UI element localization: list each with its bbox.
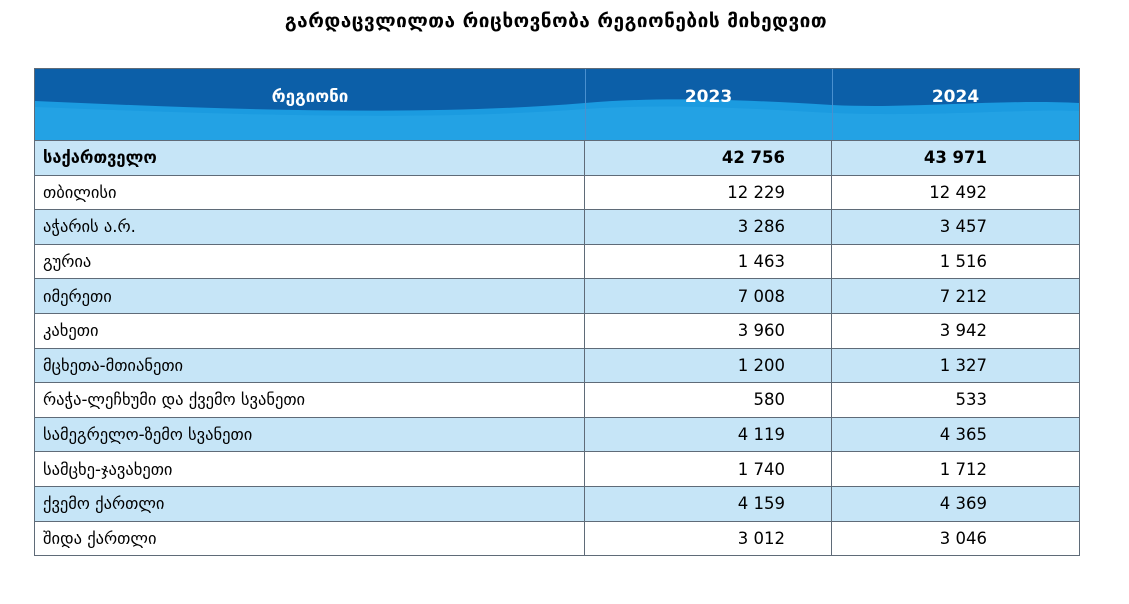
value-2023-cell: 3 960 <box>585 314 832 348</box>
region-cell: აჭარის ა.რ. <box>35 210 585 244</box>
value-2023-cell: 1 200 <box>585 349 832 383</box>
header-2024: 2024 <box>931 87 980 107</box>
region-cell: შიდა ქართლი <box>35 522 585 556</box>
value-2023-cell: 3 012 <box>585 522 832 556</box>
value-2024-cell: 1 516 <box>939 252 987 272</box>
region-cell: საქართველო <box>35 141 585 175</box>
table-row <box>35 175 1079 210</box>
value-2024-cell: 3 046 <box>939 528 987 548</box>
table-row <box>35 486 1079 521</box>
value-2023-cell: 12 229 <box>585 176 832 210</box>
region-cell: კახეთი <box>35 314 585 348</box>
region-cell: თბილისი <box>35 176 585 210</box>
region-cell: ქვემო ქართლი <box>35 487 585 521</box>
region-cell: მცხეთა-მთიანეთი <box>35 349 585 383</box>
value-2024-cell: 3 457 <box>939 217 987 237</box>
region-cell: რაჭა-ლეჩხუმი და ქვემო სვანეთი <box>35 383 585 417</box>
value-2023-cell: 1 740 <box>585 452 832 486</box>
value-2024-cell: 533 <box>955 390 987 410</box>
table-row-total <box>35 140 1079 175</box>
value-2023-cell: 4 119 <box>585 418 832 452</box>
table-header <box>35 69 1079 140</box>
table-row <box>35 278 1079 313</box>
table-row <box>35 313 1079 348</box>
value-2023-cell: 580 <box>585 383 832 417</box>
page-title: გარდაცვლილთა რიცხოვნობა რეგიონების მიხედვით <box>284 10 828 32</box>
table-row <box>35 451 1079 486</box>
header-2023: 2023 <box>684 87 733 107</box>
value-2024-cell: 12 492 <box>929 182 987 202</box>
value-2023-cell: 3 286 <box>585 210 832 244</box>
region-cell: გურია <box>35 245 585 279</box>
value-2023-cell: 4 159 <box>585 487 832 521</box>
value-2024-cell: 4 369 <box>939 494 987 514</box>
table-row <box>35 382 1079 417</box>
header-region: რეგიონი <box>271 87 349 107</box>
table-row <box>35 244 1079 279</box>
region-cell: იმერეთი <box>35 279 585 313</box>
region-cell: სამცხე-ჯავახეთი <box>35 452 585 486</box>
table-row <box>35 521 1079 556</box>
value-2024-cell: 1 712 <box>939 459 987 479</box>
value-2024-cell: 3 942 <box>939 321 987 341</box>
regions-table <box>34 68 1080 556</box>
value-2023-cell: 7 008 <box>585 279 832 313</box>
value-2024-cell: 1 327 <box>939 355 987 375</box>
table-row <box>35 348 1079 383</box>
table-row <box>35 417 1079 452</box>
value-2024-cell: 43 971 <box>923 148 987 168</box>
value-2024-cell: 7 212 <box>939 286 987 306</box>
value-2024-cell: 4 365 <box>939 425 987 445</box>
region-cell: სამეგრელო-ზემო სვანეთი <box>35 418 585 452</box>
value-2023-cell: 1 463 <box>585 245 832 279</box>
table-row <box>35 209 1079 244</box>
value-2023-cell: 42 756 <box>585 141 832 175</box>
